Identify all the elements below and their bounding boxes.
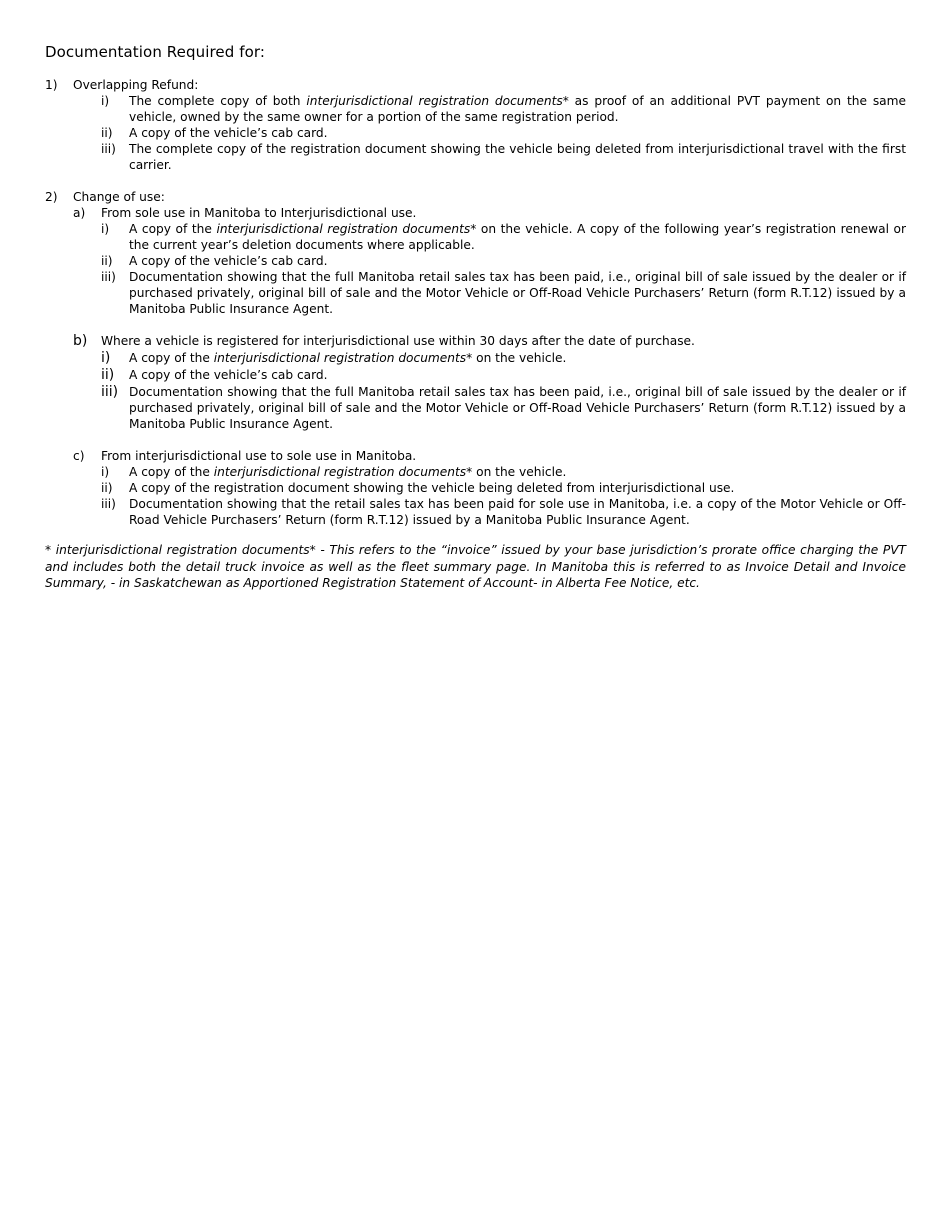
list-item xyxy=(101,384,906,432)
subsection-c xyxy=(73,448,906,464)
subsection-heading: Where a vehicle is registered for interjurisdictional use within 30 days after the date of purchase. xyxy=(101,334,695,348)
item-text: Documentation showing that the full Manitoba retail sales tax has been paid, i.e., original bill of sale issued by the dealer or if purchased privately, original bill of sale and the Motor Vehicle or Off-Road Vehicle Purchasers’ Return (form R.T.12) issued by a Manitoba Public Insurance Agent. xyxy=(129,270,906,316)
section-heading: Overlapping Refund: xyxy=(73,78,199,92)
item-number: ii) xyxy=(101,367,115,383)
item-number: i) xyxy=(101,350,111,366)
section-change-of-use xyxy=(45,189,906,528)
item-text: A copy of the vehicle’s cab card. xyxy=(129,368,328,382)
item-number: i) xyxy=(101,94,110,108)
list-item xyxy=(101,464,906,480)
list-item xyxy=(101,480,906,496)
document-page xyxy=(45,42,906,592)
subsection-heading: From interjurisdictional use to sole use in Manitoba. xyxy=(101,449,417,463)
subsection-b xyxy=(73,333,906,350)
list-item xyxy=(101,496,906,528)
emphasis-term: interjurisdictional registration documents* xyxy=(213,465,473,479)
item-text: A copy of the vehicle’s cab card. xyxy=(129,126,328,140)
subsection-heading: From sole use in Manitoba to Interjurisdictional use. xyxy=(101,206,417,220)
item-text: Documentation showing that the full Manitoba retail sales tax has been paid, i.e., original bill of sale issued by the dealer or if purchased privately, original bill of sale and the Motor Vehicle or Off-Road Vehicle Purchasers’ Return (form R.T.12) issued by a Manitoba Public Insurance Agent. xyxy=(129,385,906,431)
section-number: 2) xyxy=(45,190,58,204)
list-item xyxy=(101,367,906,384)
item-text: The complete copy of both interjurisdictional registration documents* as proof of an additional PVT payment on the same vehicle, owned by the same owner for a portion of the same registration period. xyxy=(129,94,907,124)
list-item xyxy=(101,253,906,269)
page-title: Documentation Required for: xyxy=(45,43,266,61)
item-number: ii) xyxy=(101,254,113,268)
subsection-a xyxy=(73,205,906,221)
subsection-letter: b) xyxy=(73,333,88,349)
item-number: iii) xyxy=(101,384,119,400)
list-item xyxy=(101,350,906,367)
item-text: Documentation showing that the retail sales tax has been paid for sole use in Manitoba, i.e. a copy of the Motor Vehicle or Off-Road Vehicle Purchasers’ Return (form R.T.12) issued by a Manitoba Public Insurance Agent. xyxy=(129,497,906,527)
list-item xyxy=(101,93,906,125)
list-item xyxy=(101,269,906,317)
section-number: 1) xyxy=(45,78,58,92)
section-heading: Change of use: xyxy=(73,190,165,204)
item-number: ii) xyxy=(101,126,113,140)
item-text: A copy of the registration document showing the vehicle being deleted from interjurisdictional use. xyxy=(129,481,735,495)
emphasis-term: interjurisdictional registration documents* xyxy=(213,351,473,365)
subsection-letter: a) xyxy=(73,206,86,220)
item-number: i) xyxy=(101,222,110,236)
list-item xyxy=(101,125,906,141)
item-text: A copy of the interjurisdictional registration documents* on the vehicle. A copy of the following year’s registration renewal or the current year’s deletion documents where applicable. xyxy=(129,222,906,252)
item-number: iii) xyxy=(101,142,116,156)
item-number: iii) xyxy=(101,270,116,284)
subsection-letter: c) xyxy=(73,449,85,463)
item-text: The complete copy of the registration document showing the vehicle being deleted from interjurisdictional travel with the first carrier. xyxy=(129,142,906,172)
list-item xyxy=(101,141,906,173)
emphasis-term: interjurisdictional registration documents* xyxy=(216,222,477,236)
item-text: A copy of the vehicle’s cab card. xyxy=(129,254,328,268)
item-number: iii) xyxy=(101,497,116,511)
section-overlapping-refund xyxy=(45,77,906,173)
item-number: i) xyxy=(101,465,110,479)
list-item xyxy=(101,221,906,253)
item-number: ii) xyxy=(101,481,113,495)
item-text: A copy of the interjurisdictional registration documents* on the vehicle. xyxy=(129,465,567,479)
item-text: A copy of the interjurisdictional registration documents* on the vehicle. xyxy=(129,351,567,365)
emphasis-term: interjurisdictional registration documents* xyxy=(306,94,569,108)
footnote: * interjurisdictional registration documents* - This refers to the “invoice” issued by your base jurisdiction’s prorate office charging the PVT and includes both the detail truck invoice as well as the fleet summary page. In Manitoba this is referred to as Invoice Detail and Invoice Summary, - in Saskatchewan as Apportioned Registration Statement of Account- in Alberta Fee Notice, etc. xyxy=(45,543,906,590)
